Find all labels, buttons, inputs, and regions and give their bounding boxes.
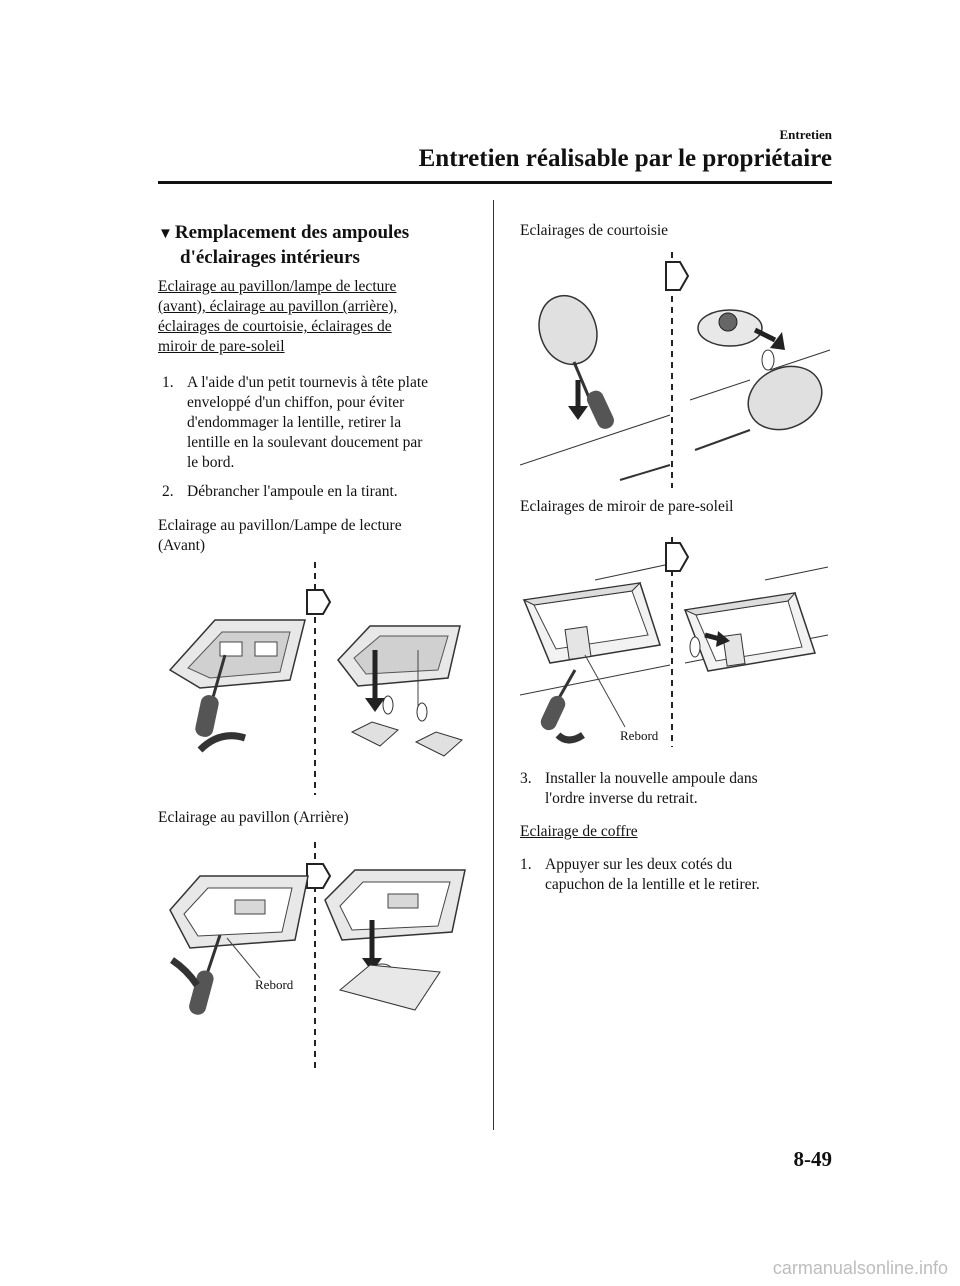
section-label: Entretien (779, 127, 832, 142)
caption-vanity: Eclairages de miroir de pare-soleil (520, 498, 734, 515)
rebord-label-vanity: Rebord (620, 728, 659, 743)
subheading-line-4: miroir de pare-soleil (158, 338, 285, 355)
rebord-label-rear: Rebord (255, 977, 294, 992)
step-text-line: capuchon de la lentille et le retirer. (545, 876, 760, 893)
step-text-line: l'ordre inverse du retrait. (545, 790, 698, 807)
front-dome-light-figure (160, 560, 480, 795)
subheading-trunk-light: Eclairage de coffre (520, 823, 638, 840)
watermark: carmanualsonline.info (772, 1258, 948, 1278)
step-text-line: Appuyer sur les deux cotés du (545, 856, 733, 873)
step-number: 3. (520, 770, 532, 787)
heading-line-1: Remplacement des ampoules (174, 222, 410, 243)
step-1 (162, 373, 482, 473)
step-2 (162, 482, 482, 502)
step-3 (520, 769, 830, 809)
step-number: 2. (162, 483, 174, 500)
subheading-interior-lights (158, 277, 478, 357)
caption-front-line-1: Eclairage au pavillon/Lampe de lecture (158, 517, 402, 534)
caption-courtesy: Eclairages de courtoisie (520, 222, 669, 239)
rear-dome-light-figure (160, 840, 480, 1070)
column-divider (493, 200, 494, 1130)
step-text-line: Débrancher l'ampoule en la tirant. (187, 483, 398, 500)
subheading-line-1: Eclairage au pavillon/lampe de lecture (158, 278, 397, 295)
step-text-line: A l'aide d'un petit tournevis à tête plate (187, 374, 429, 391)
section-heading (158, 221, 478, 270)
step-number: 1. (520, 856, 532, 873)
triangle-marker-icon: ▼ (158, 226, 173, 242)
subheading-line-3: éclairages de courtoisie, éclairages de (158, 318, 392, 335)
page-title: Entretien réalisable par le propriétaire (418, 145, 832, 172)
heading-line-2: d'éclairages intérieurs (180, 247, 360, 268)
caption-rear: Eclairage au pavillon (Arrière) (158, 809, 349, 826)
caption-front-line-2: (Avant) (158, 537, 206, 554)
subheading-line-2: (avant), éclairage au pavillon (arrière), (158, 298, 398, 315)
trunk-step-1 (520, 855, 830, 895)
page-number: 8-49 (793, 1147, 832, 1171)
header-rule (158, 181, 832, 184)
step-text-line: Installer la nouvelle ampoule dans (545, 770, 758, 787)
step-number: 1. (162, 374, 174, 391)
step-text-line: lentille en la soulevant doucement par (187, 434, 423, 451)
step-text-line: d'endommager la lentille, retirer la (187, 414, 402, 431)
step-text-line: le bord. (187, 454, 235, 471)
vanity-mirror-lights-figure (520, 535, 832, 750)
courtesy-lights-figure (520, 250, 832, 490)
step-text-line: enveloppé d'un chiffon, pour éviter (187, 394, 405, 411)
